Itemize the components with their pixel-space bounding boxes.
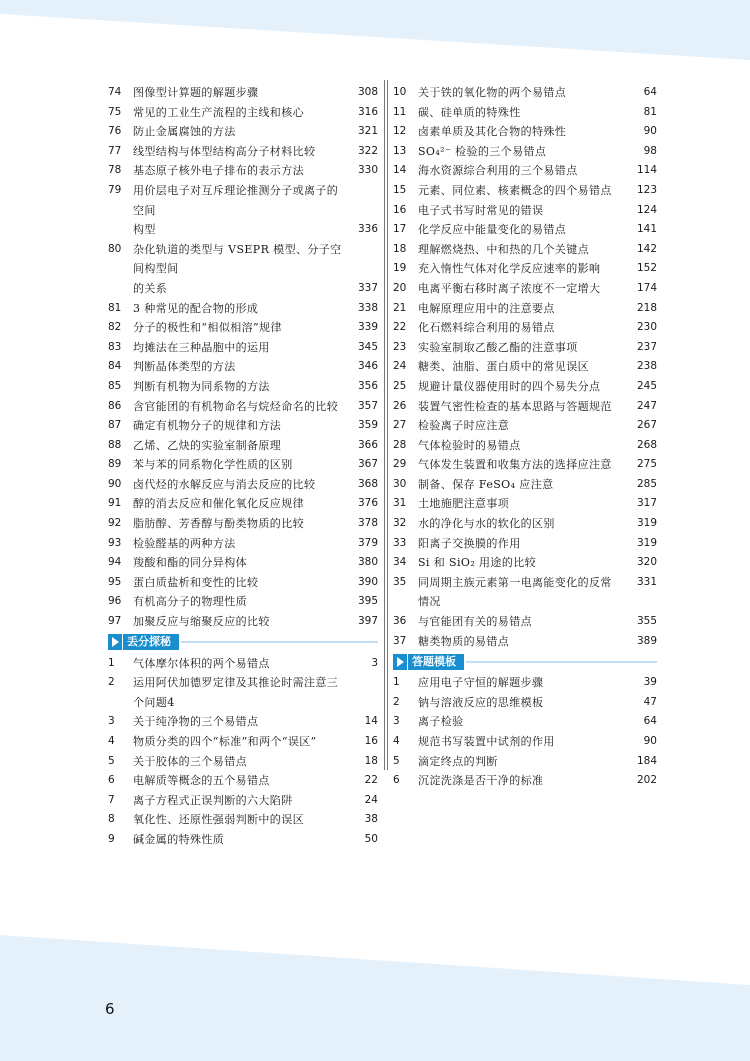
entry-title: 卤代烃的水解反应与消去反应的比较 <box>133 477 316 491</box>
entry-number: 24 <box>393 360 407 373</box>
toc-entry[interactable] <box>108 397 378 417</box>
toc-entry[interactable] <box>393 534 657 554</box>
toc-entry[interactable] <box>108 791 378 811</box>
toc-entry[interactable] <box>393 161 657 181</box>
entry-number: 85 <box>108 379 122 392</box>
entry-title: 气体摩尔体积的两个易错点 <box>133 656 270 670</box>
entry-page: 368 <box>357 477 378 490</box>
entry-number: 16 <box>393 203 407 216</box>
entry-number: 94 <box>108 556 122 569</box>
section-label: 答题模板 <box>408 654 464 670</box>
entry-number: 36 <box>393 615 407 628</box>
entry-title: 阳离子交换膜的作用 <box>418 536 521 550</box>
toc-entry[interactable] <box>393 201 657 221</box>
entry-number: 7 <box>108 793 115 806</box>
entry-page: 98 <box>643 144 657 157</box>
entry-number: 14 <box>393 164 407 177</box>
entry-number: 84 <box>108 360 122 373</box>
section-label: 丢分探秘 <box>123 634 179 650</box>
entry-title: 3 种常见的配合物的形成 <box>133 301 259 315</box>
entry-title: 关于胶体的三个易错点 <box>133 754 247 768</box>
entry-page: 152 <box>636 262 657 275</box>
entry-title: 基态原子核外电子排布的表示方法 <box>133 164 304 178</box>
toc-entry[interactable] <box>108 240 378 279</box>
entry-number: 26 <box>393 399 407 412</box>
toc-entry[interactable] <box>108 573 378 593</box>
entry-title: 装置气密性检查的基本思路与答题规范 <box>418 399 612 413</box>
entry-page: 39 <box>643 676 657 689</box>
entry-page: 268 <box>636 438 657 451</box>
entry-number: 86 <box>108 399 122 412</box>
entry-title: SO₄²⁻ 检验的三个易错点 <box>418 144 547 158</box>
entry-number: 79 <box>108 183 122 196</box>
entry-title: 电离平衡右移时离子浓度不一定增大 <box>418 281 601 295</box>
entry-page: 90 <box>643 125 657 138</box>
entry-number: 6 <box>108 774 115 787</box>
toc-entry[interactable] <box>108 771 378 791</box>
entry-page: 390 <box>357 575 378 588</box>
entry-page: 16 <box>364 735 378 747</box>
toc-entry[interactable] <box>108 553 378 573</box>
toc-entry[interactable] <box>108 455 378 475</box>
toc-entry[interactable] <box>393 259 657 279</box>
entry-title: 制备、保存 FeSO₄ 应注意 <box>418 477 554 491</box>
entry-page: 18 <box>364 754 378 767</box>
entry-number: 32 <box>393 517 407 530</box>
entry-title: 实验室制取乙酸乙酯的注意事项 <box>418 340 578 354</box>
entry-title: 氧化性、还原性强弱判断中的误区 <box>133 813 304 827</box>
entry-title: 用价层电子对互斥理论推测分子或离子的空间 <box>133 183 339 217</box>
entry-page: 142 <box>636 242 657 255</box>
entry-page: 245 <box>636 379 657 392</box>
play-arrow-icon <box>393 654 407 670</box>
entry-page: 237 <box>636 340 657 353</box>
entry-page: 308 <box>357 86 378 98</box>
entry-number: 15 <box>393 183 407 196</box>
entry-page: 337 <box>357 281 378 294</box>
entry-title: 图像型计算题的解题步骤 <box>133 86 259 99</box>
toc-entry[interactable] <box>393 573 657 612</box>
entry-number: 5 <box>108 754 115 767</box>
entry-title: 气体检验时的易错点 <box>418 438 521 452</box>
toc-entry[interactable] <box>393 279 657 299</box>
toc-entry[interactable] <box>108 712 378 732</box>
toc-entry[interactable] <box>393 122 657 142</box>
entry-page: 395 <box>357 595 378 608</box>
entry-page: 380 <box>357 556 378 569</box>
toc-entry[interactable] <box>393 377 657 397</box>
entry-page: 397 <box>357 615 378 628</box>
entry-title: 常见的工业生产流程的主线和核心 <box>133 105 304 119</box>
entry-page: 285 <box>636 477 657 490</box>
entry-number: 82 <box>108 321 122 334</box>
entry-number: 93 <box>108 536 122 549</box>
entry-page: 317 <box>636 497 657 510</box>
entry-page: 359 <box>357 419 378 432</box>
toc-entry[interactable] <box>108 673 378 712</box>
entry-number: 25 <box>393 379 407 392</box>
entry-title: 沉淀洗涤是否干净的标准 <box>418 774 544 788</box>
entry-page: 38 <box>364 813 378 826</box>
entry-number: 10 <box>393 86 407 98</box>
entry-number: 91 <box>108 497 122 510</box>
entry-number: 31 <box>393 497 407 510</box>
entry-title: 线型结构与体型结构高分子材料比较 <box>133 144 316 158</box>
entry-number: 22 <box>393 321 407 334</box>
entry-page: 124 <box>636 203 657 216</box>
entry-title: 电解原理应用中的注意要点 <box>418 301 555 315</box>
entry-title: 判断晶体类型的方法 <box>133 360 236 374</box>
entry-page: 184 <box>636 754 657 767</box>
entry-page: 336 <box>357 223 378 236</box>
top-decor-band <box>0 0 750 80</box>
entry-number: 90 <box>108 477 122 490</box>
entry-number: 89 <box>108 458 122 471</box>
entry-number: 20 <box>393 281 407 294</box>
entry-title: 离子检验 <box>418 715 464 729</box>
entry-title: 海水资源综合利用的三个易错点 <box>418 164 578 178</box>
section-header-lost-points <box>108 633 378 652</box>
toc-entry[interactable] <box>393 732 657 752</box>
entry-number: 11 <box>393 105 407 118</box>
entry-title: 滴定终点的判断 <box>418 754 498 768</box>
entry-title: 苯与苯的同系物化学性质的区别 <box>133 458 293 472</box>
entry-page: 238 <box>636 360 657 373</box>
toc-entry[interactable] <box>393 752 657 772</box>
toc-entry[interactable] <box>108 220 378 240</box>
entry-title: 蛋白质盐析和变性的比较 <box>133 575 259 589</box>
toc-entry[interactable] <box>108 494 378 514</box>
toc-entry[interactable] <box>393 771 657 791</box>
entry-title: 物质分类的四个“标准”和两个“误区” <box>133 735 317 748</box>
entry-title: 检验离子时应注意 <box>418 419 510 433</box>
toc-entry[interactable] <box>393 357 657 377</box>
toc-entry[interactable] <box>108 377 378 397</box>
toc-entry[interactable] <box>393 181 657 201</box>
toc-entry[interactable] <box>108 592 378 612</box>
toc-entry[interactable] <box>108 161 378 181</box>
entry-number: 2 <box>393 695 400 708</box>
entry-page: 345 <box>357 340 378 353</box>
entry-number: 27 <box>393 419 407 432</box>
entry-title: 判断有机物为同系物的方法 <box>133 379 270 393</box>
entry-page: 320 <box>636 556 657 569</box>
toc-entry[interactable] <box>108 279 378 299</box>
entry-number: 75 <box>108 105 122 118</box>
entry-title: 关于铁的氧化物的两个易错点 <box>418 86 567 99</box>
entry-page: 275 <box>636 458 657 471</box>
entry-page: 247 <box>636 399 657 412</box>
entry-title: 土地施肥注意事项 <box>418 497 510 511</box>
entry-number: 3 <box>108 715 115 728</box>
page-number: 6 <box>105 1000 115 1018</box>
entry-number: 74 <box>108 86 122 98</box>
play-arrow-icon <box>108 634 122 650</box>
bottom-decor-band <box>0 935 750 1061</box>
entry-title: 规避计量仪器使用时的四个易失分点 <box>418 379 601 393</box>
toc-entry[interactable] <box>393 338 657 358</box>
entry-title: 碳、硅单质的特殊性 <box>418 105 521 119</box>
entry-number: 13 <box>393 144 407 157</box>
entry-title: 化石燃料综合利用的易错点 <box>418 321 555 335</box>
toc-entry[interactable] <box>108 830 378 850</box>
entry-page: 202 <box>636 774 657 787</box>
toc-entry[interactable] <box>108 122 378 142</box>
entry-title: 钠与溶液反应的思维模板 <box>418 695 544 709</box>
entry-title: 均摊法在三种晶胞中的运用 <box>133 340 270 354</box>
entry-number: 3 <box>393 715 400 728</box>
toc-entry[interactable] <box>393 103 657 123</box>
entry-number: 92 <box>108 517 122 530</box>
entry-number: 12 <box>393 125 407 138</box>
entry-title: 同周期主族元素第一电离能变化的反常情况 <box>418 575 612 609</box>
entry-page: 267 <box>636 419 657 432</box>
entry-number: 95 <box>108 575 122 588</box>
toc-entry[interactable] <box>393 693 657 713</box>
toc-entry[interactable] <box>108 103 378 123</box>
toc-entry[interactable] <box>108 83 378 103</box>
entry-title: 糖类物质的易错点 <box>418 634 510 648</box>
entry-number: 78 <box>108 164 122 177</box>
entry-title: 羧酸和酯的同分异构体 <box>133 556 247 570</box>
entry-title: 水的净化与水的软化的区别 <box>418 517 555 531</box>
entry-page: 316 <box>357 105 378 118</box>
entry-title: 充入惰性气体对化学反应速率的影响 <box>418 262 601 276</box>
toc-entry[interactable] <box>393 318 657 338</box>
entry-page: 339 <box>357 321 378 334</box>
entry-number: 6 <box>393 774 400 787</box>
toc-entry[interactable] <box>108 514 378 534</box>
entry-title: 碱金属的特殊性质 <box>133 832 225 846</box>
toc-entry[interactable] <box>108 318 378 338</box>
entry-title: 气体发生装置和收集方法的选择应注意 <box>418 458 612 472</box>
toc-entry[interactable] <box>108 475 378 495</box>
entry-page: 64 <box>643 86 657 98</box>
entry-title: 检验醛基的两种方法 <box>133 536 236 550</box>
entry-title: 有机高分子的物理性质 <box>133 595 247 609</box>
entry-title: 应用电子守恒的解题步骤 <box>418 676 544 690</box>
entry-page: 346 <box>357 360 378 373</box>
entry-number: 5 <box>393 754 400 767</box>
entry-page: 123 <box>636 183 657 196</box>
entry-page: 338 <box>357 301 378 314</box>
toc-entry[interactable] <box>108 810 378 830</box>
column-divider <box>387 80 388 770</box>
toc-right-entries <box>393 83 657 651</box>
entry-number: 81 <box>108 301 122 314</box>
entry-number: 17 <box>393 223 407 236</box>
entry-page: 24 <box>364 793 378 806</box>
toc-entry[interactable] <box>393 612 657 632</box>
entry-number: 76 <box>108 125 122 138</box>
entry-number: 4 <box>108 735 115 747</box>
entry-number: 8 <box>108 813 115 826</box>
entry-number: 87 <box>108 419 122 432</box>
entry-number: 4 <box>393 735 400 747</box>
entry-title: 糖类、油脂、蛋白质中的常见误区 <box>418 360 589 374</box>
entry-number: 30 <box>393 477 407 490</box>
entry-number: 37 <box>393 634 407 647</box>
entry-title: 乙烯、乙炔的实验室制备原理 <box>133 438 282 452</box>
toc-right-column <box>393 83 657 791</box>
entry-number: 28 <box>393 438 407 451</box>
entry-title: 卤素单质及其化合物的特殊性 <box>418 125 567 139</box>
entry-title: 杂化轨道的类型与 VSEPR 模型、分子空间构型间 <box>133 242 342 276</box>
entry-page: 141 <box>636 223 657 236</box>
entry-page: 356 <box>357 379 378 392</box>
entry-number: 96 <box>108 595 122 608</box>
entry-page: 379 <box>357 536 378 549</box>
toc-entry[interactable] <box>393 397 657 417</box>
entry-title: 理解燃烧热、中和热的几个关键点 <box>418 242 589 256</box>
entry-title: 醇的消去反应和催化氧化反应规律 <box>133 497 304 511</box>
entry-number: 80 <box>108 242 122 255</box>
toc-left-entries <box>108 83 378 632</box>
entry-page: 218 <box>636 301 657 314</box>
entry-page: 90 <box>643 735 657 747</box>
entry-number: 35 <box>393 575 407 588</box>
toc-entry[interactable] <box>393 299 657 319</box>
entry-title: 含官能团的有机物命名与烷烃命名的比较 <box>133 399 339 413</box>
entry-page: 81 <box>643 105 657 118</box>
entry-title: 脂肪醇、芳香醇与酚类物质的比较 <box>133 517 304 531</box>
entry-page: 357 <box>357 399 378 412</box>
entry-number: 1 <box>108 656 115 669</box>
entry-page: 321 <box>357 125 378 138</box>
toc-entry[interactable] <box>393 220 657 240</box>
entry-number: 97 <box>108 615 122 628</box>
entry-page: 376 <box>357 497 378 510</box>
entry-number: 23 <box>393 340 407 353</box>
entry-number: 1 <box>393 676 400 689</box>
entry-page: 331 <box>636 575 657 588</box>
toc-left-column <box>108 83 378 850</box>
entry-page: 14 <box>364 715 378 728</box>
toc-entry[interactable] <box>393 712 657 732</box>
entry-page: 322 <box>357 144 378 157</box>
entry-number: 9 <box>108 832 115 845</box>
entry-number: 18 <box>393 242 407 255</box>
entry-number: 29 <box>393 458 407 471</box>
toc-entry[interactable] <box>393 673 657 693</box>
toc-entry[interactable] <box>108 142 378 162</box>
entry-title: 构型 <box>133 223 156 237</box>
entry-number: 83 <box>108 340 122 353</box>
entry-title: 运用阿伏加德罗定律及其推论时需注意三个问题4 <box>133 676 339 709</box>
toc-entry[interactable] <box>393 455 657 475</box>
entry-number: 77 <box>108 144 122 157</box>
entry-number: 88 <box>108 438 122 451</box>
entry-number: 34 <box>393 556 407 569</box>
toc-left-section-entries <box>108 654 378 850</box>
toc-entry[interactable] <box>108 416 378 436</box>
toc-entry[interactable] <box>393 475 657 495</box>
section-header-answer-templates <box>393 652 657 671</box>
entry-page: 22 <box>364 774 378 787</box>
entry-page: 319 <box>636 536 657 549</box>
entry-page: 389 <box>636 634 657 647</box>
entry-title: 关于纯净物的三个易错点 <box>133 715 259 729</box>
toc-entry[interactable] <box>393 436 657 456</box>
entry-title: 离子方程式正误判断的六大陷阱 <box>133 793 293 807</box>
entry-number: 2 <box>108 676 115 689</box>
toc-entry[interactable] <box>393 494 657 514</box>
entry-page: 330 <box>357 164 378 177</box>
entry-title: 规范书写装置中试剂的作用 <box>418 735 555 748</box>
toc-entry[interactable] <box>108 436 378 456</box>
entry-title: 元素、同位素、核素概念的四个易错点 <box>418 183 612 197</box>
entry-page: 367 <box>357 458 378 471</box>
toc-entry[interactable] <box>108 357 378 377</box>
toc-entry[interactable] <box>393 553 657 573</box>
toc-entry[interactable] <box>393 514 657 534</box>
toc-entry[interactable] <box>393 632 657 652</box>
entry-page: 47 <box>643 695 657 708</box>
entry-title: 的关系 <box>133 281 168 295</box>
entry-title: 电解质等概念的五个易错点 <box>133 774 270 788</box>
entry-title: Si 和 SiO₂ 用途的比较 <box>418 556 537 570</box>
entry-title: 分子的极性和“相似相溶”规律 <box>133 321 282 335</box>
entry-title: 防止金属腐蚀的方法 <box>133 125 236 139</box>
entry-page: 174 <box>636 281 657 294</box>
entry-page: 64 <box>643 715 657 728</box>
entry-page: 114 <box>636 164 657 177</box>
entry-title: 确定有机物分子的规律和方法 <box>133 419 282 433</box>
entry-title: 加聚反应与缩聚反应的比较 <box>133 615 270 629</box>
toc-right-section-entries <box>393 673 657 791</box>
entry-number: 21 <box>393 301 407 314</box>
toc-entry[interactable] <box>108 732 378 752</box>
entry-title: 化学反应中能量变化的易错点 <box>418 223 567 237</box>
entry-page: 378 <box>357 517 378 530</box>
toc-entry[interactable] <box>393 83 657 103</box>
entry-number: 33 <box>393 536 407 549</box>
entry-title: 与官能团有关的易错点 <box>418 615 532 629</box>
toc-entry[interactable] <box>108 654 378 674</box>
toc-entry[interactable] <box>108 752 378 772</box>
entry-page: 355 <box>636 615 657 628</box>
entry-page: 230 <box>636 321 657 334</box>
column-divider-inner <box>384 80 385 770</box>
toc-entry[interactable] <box>108 534 378 554</box>
toc-entry[interactable] <box>393 142 657 162</box>
toc-entry[interactable] <box>393 416 657 436</box>
toc-entry[interactable] <box>108 181 378 220</box>
entry-title: 电子式书写时常见的错误 <box>418 203 544 217</box>
entry-page: 319 <box>636 517 657 530</box>
toc-entry[interactable] <box>108 299 378 319</box>
entry-page: 366 <box>357 438 378 451</box>
entry-page: 50 <box>364 832 378 845</box>
entry-number: 19 <box>393 262 407 275</box>
entry-page: 3 <box>371 656 378 669</box>
toc-entry[interactable] <box>108 338 378 358</box>
toc-entry[interactable] <box>108 612 378 632</box>
toc-entry[interactable] <box>393 240 657 260</box>
